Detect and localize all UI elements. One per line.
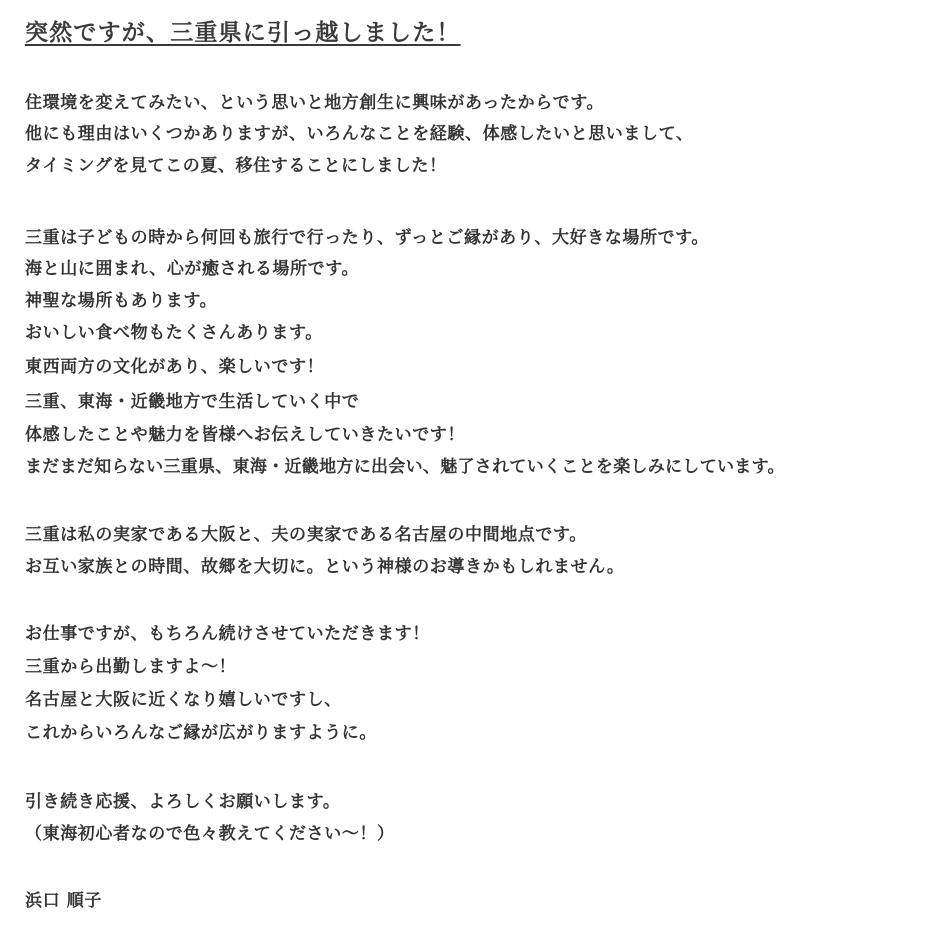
body-line: お仕事ですが、もちろん続けさせていただきます！ xyxy=(25,624,430,644)
body-line: 他にも理由はいくつかありますが、いろんなことを経験、体感したいと思いまして、 xyxy=(25,124,694,144)
body-line: 引き続き応援、よろしくお願いします。 xyxy=(25,792,341,812)
body-line: 名古屋と大阪に近くなり嬉しいですし、 xyxy=(25,690,342,710)
body-line: 神聖な場所もあります。 xyxy=(25,291,218,311)
body-line: これからいろんなご縁が広がりますように。 xyxy=(25,723,377,743)
body-line: （東海初心者なので色々教えてください〜！） xyxy=(25,824,395,844)
body-line: お互い家族との時間、故郷を大切に。という神様のお導きかもしれません。 xyxy=(25,557,625,577)
body-line: まだまだ知らない三重県、東海・近畿地方に出会い、魅了されていくことを楽しみにしています。 xyxy=(25,457,785,477)
body-line: 海と山に囲まれ、心が癒される場所です。 xyxy=(25,259,360,279)
body-line: 体感したことや魅力を皆様へお伝えしていきたいです！ xyxy=(25,425,465,445)
body-line: 三重、東海・近畿地方で生活していく中で xyxy=(25,392,360,412)
body-line: 三重は私の実家である大阪と、夫の実家である名古屋の中間地点です。 xyxy=(25,525,587,545)
body-line: 東西両方の文化があり、楽しいです！ xyxy=(25,357,325,377)
body-line: 住環境を変えてみたい、という思いと地方創生に興味があったからです。 xyxy=(25,93,605,113)
body-line: タイミングを見てこの夏、移住することにしました！ xyxy=(25,156,447,176)
body-line: おいしい食べ物もたくさんあります。 xyxy=(25,323,323,343)
author-signature: 浜口 順子 xyxy=(25,891,102,911)
article-title: 突然ですが、三重県に引っ越しました！ xyxy=(25,20,461,46)
body-line: 三重は子どもの時から何回も旅行で行ったり、ずっとご縁があり、大好きな場所です。 xyxy=(25,228,710,248)
body-line: 三重から出勤しますよ〜！ xyxy=(25,657,237,677)
